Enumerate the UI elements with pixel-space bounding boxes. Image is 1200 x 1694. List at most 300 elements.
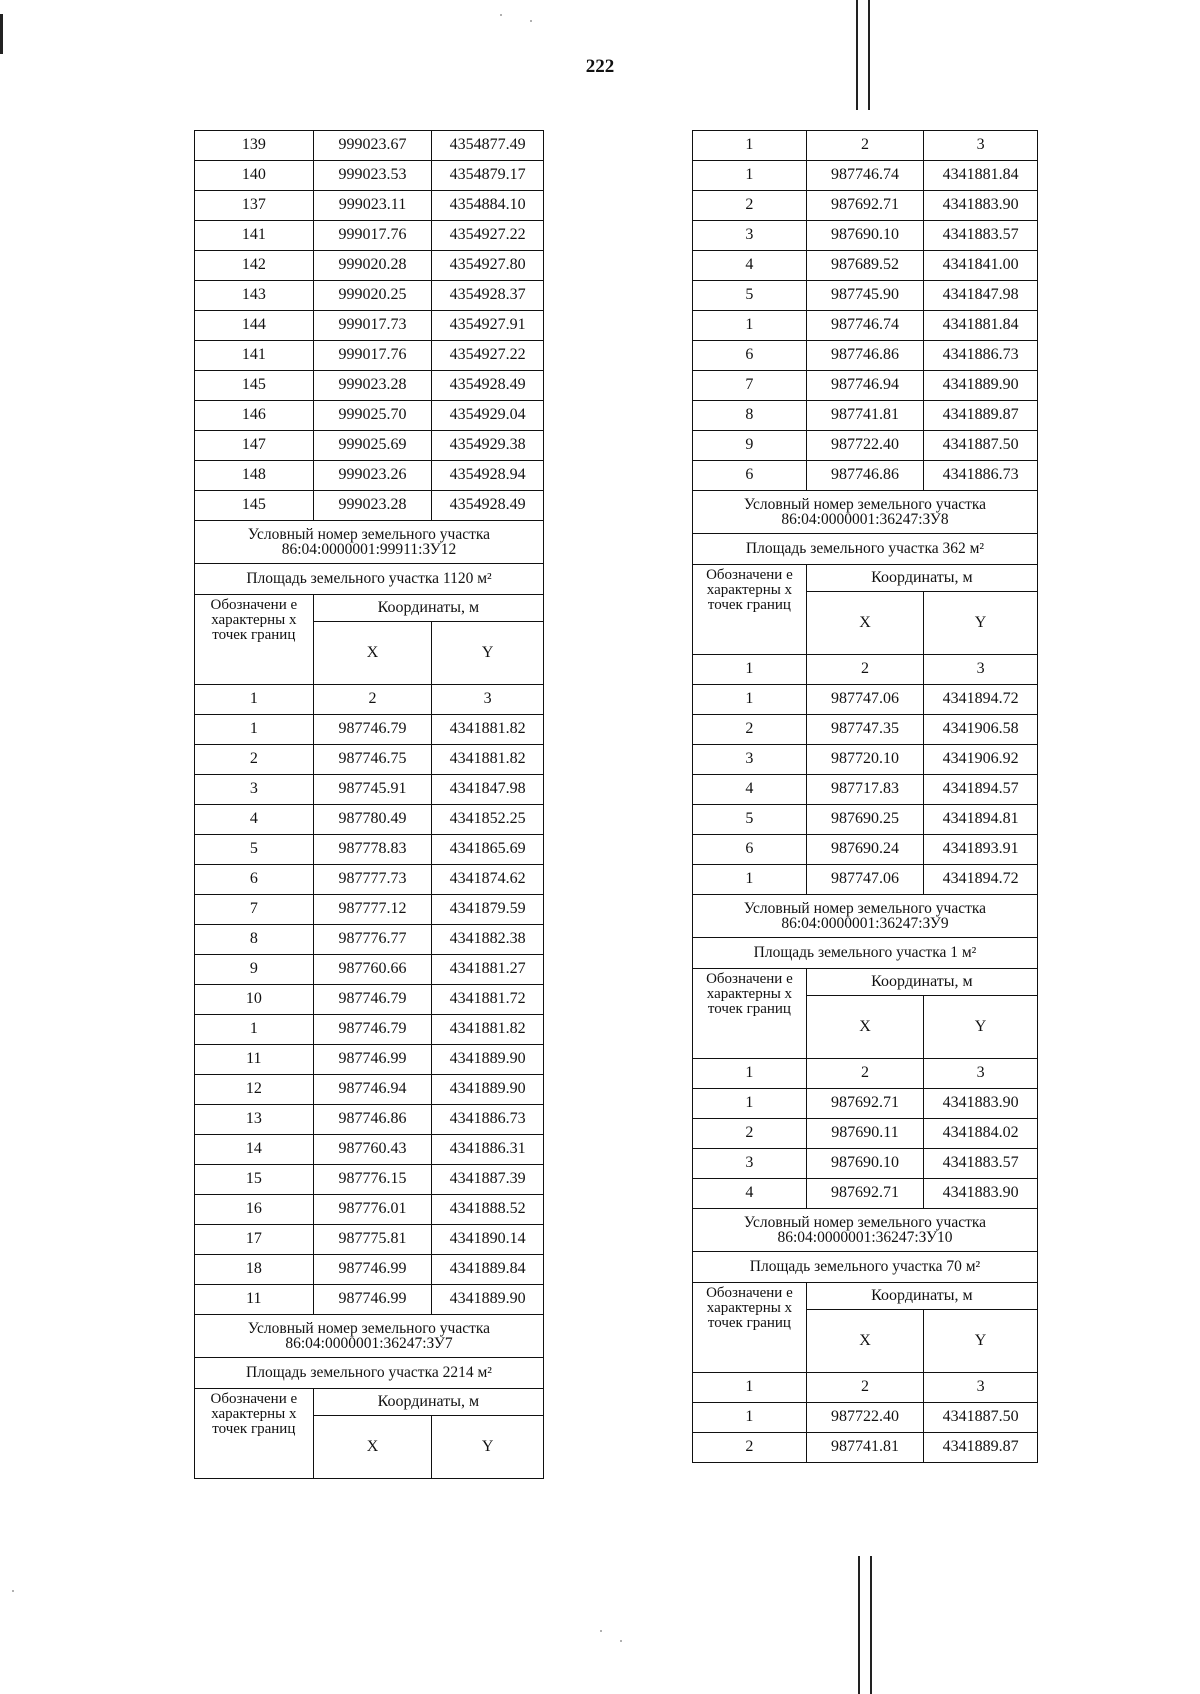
table-row (195, 895, 544, 925)
x-header-cell: X (313, 622, 432, 685)
table-row (693, 1373, 1038, 1403)
table-row (195, 371, 544, 401)
parcel-area-cell: Площадь земельного участка 70 м² (693, 1252, 1038, 1283)
y-coordinate-cell: 4341883.90 (924, 1179, 1038, 1209)
point-number-cell: 9 (693, 431, 807, 461)
table-row (195, 251, 544, 281)
parcel-area-row (693, 534, 1038, 565)
designation-header-cell: Обозначени е характерны х точек границ (693, 565, 807, 655)
point-number-cell: 10 (195, 985, 314, 1015)
x-coordinate-cell: 987777.12 (313, 895, 432, 925)
binding-line (858, 1556, 860, 1694)
x-coordinate-cell: 2 (313, 685, 432, 715)
x-coordinate-cell: 987776.77 (313, 925, 432, 955)
x-coordinate-cell: 987692.71 (806, 1089, 923, 1119)
y-coordinate-cell: 4341890.14 (432, 1225, 544, 1255)
parcel-area-row (195, 564, 544, 595)
y-coordinate-cell: 4341888.52 (432, 1195, 544, 1225)
x-coordinate-cell: 987760.66 (313, 955, 432, 985)
right-coordinates-table (692, 130, 1038, 1463)
x-coordinate-cell: 987746.86 (313, 1105, 432, 1135)
x-coordinate-cell: 987747.06 (806, 685, 923, 715)
x-coordinate-cell: 2 (806, 131, 923, 161)
scan-speck (12, 1590, 14, 1592)
point-number-cell: 17 (195, 1225, 314, 1255)
page-number: 222 (585, 56, 615, 77)
y-coordinate-cell: 4341886.73 (924, 341, 1038, 371)
y-coordinate-cell: 4354928.49 (432, 491, 544, 521)
y-coordinate-cell: 4341893.91 (924, 835, 1038, 865)
y-coordinate-cell: 4341889.90 (432, 1075, 544, 1105)
parcel-number-cell: Условный номер земельного участка 86:04:0000001:36247:ЗУ8 (693, 491, 1038, 534)
x-coordinate-cell: 987746.86 (806, 461, 923, 491)
y-coordinate-cell: 4341874.62 (432, 865, 544, 895)
x-coordinate-cell: 987760.43 (313, 1135, 432, 1165)
table-row (195, 161, 544, 191)
parcel-number-cell: Условный номер земельного участка 86:04:0000001:99911:ЗУ12 (195, 521, 544, 564)
y-coordinate-cell: 4341889.90 (432, 1285, 544, 1315)
y-coordinate-cell: 4341879.59 (432, 895, 544, 925)
x-coordinate-cell: 987692.71 (806, 1179, 923, 1209)
point-number-cell: 16 (195, 1195, 314, 1225)
x-coordinate-cell: 987690.25 (806, 805, 923, 835)
y-coordinate-cell: 4341906.92 (924, 745, 1038, 775)
table-row (693, 401, 1038, 431)
y-coordinate-cell: 4341881.27 (432, 955, 544, 985)
binding-line (868, 0, 870, 110)
table-row (195, 1135, 544, 1165)
x-coordinate-cell: 987746.99 (313, 1255, 432, 1285)
right-coordinates-column (692, 130, 1038, 1463)
y-header-cell: Y (924, 592, 1038, 655)
y-coordinate-cell: 4341887.39 (432, 1165, 544, 1195)
x-coordinate-cell: 999023.11 (313, 191, 432, 221)
point-number-cell: 1 (693, 1373, 807, 1403)
point-number-cell: 1 (693, 1089, 807, 1119)
point-number-cell: 8 (195, 925, 314, 955)
parcel-area-cell: Площадь земельного участка 1120 м² (195, 564, 544, 595)
point-number-cell: 141 (195, 341, 314, 371)
x-coordinate-cell: 987746.99 (313, 1045, 432, 1075)
x-coordinate-cell: 987690.24 (806, 835, 923, 865)
x-coordinate-cell: 987746.74 (806, 161, 923, 191)
parcel-area-row (693, 938, 1038, 969)
x-header-cell: X (806, 592, 923, 655)
point-number-cell: 3 (693, 1149, 807, 1179)
table-row (195, 835, 544, 865)
y-coordinate-cell: 4354929.38 (432, 431, 544, 461)
table-header-row (195, 1389, 544, 1416)
parcel-number-cell: Условный номер земельного участка 86:04:0000001:36247:ЗУ7 (195, 1315, 544, 1358)
y-coordinate-cell: 4341886.73 (924, 461, 1038, 491)
y-coordinate-cell: 4354877.49 (432, 131, 544, 161)
x-coordinate-cell: 987746.79 (313, 985, 432, 1015)
x-coordinate-cell: 987747.35 (806, 715, 923, 745)
y-header-cell: Y (432, 622, 544, 685)
point-number-cell: 1 (693, 865, 807, 895)
point-number-cell: 8 (693, 401, 807, 431)
table-row (693, 1179, 1038, 1209)
table-row (195, 461, 544, 491)
parcel-area-cell: Площадь земельного участка 362 м² (693, 534, 1038, 565)
y-coordinate-cell: 4354927.22 (432, 341, 544, 371)
coordinates-header-cell: Координаты, м (806, 565, 1037, 592)
y-coordinate-cell: 4341881.82 (432, 1015, 544, 1045)
y-coordinate-cell: 4341886.73 (432, 1105, 544, 1135)
point-number-cell: 7 (693, 371, 807, 401)
point-number-cell: 3 (693, 745, 807, 775)
point-number-cell: 143 (195, 281, 314, 311)
parcel-area-row (693, 1252, 1038, 1283)
table-row (195, 191, 544, 221)
table-row (693, 341, 1038, 371)
scan-speck (600, 1630, 602, 1632)
y-coordinate-cell: 4354928.37 (432, 281, 544, 311)
point-number-cell: 6 (693, 341, 807, 371)
point-number-cell: 1 (693, 311, 807, 341)
y-coordinate-cell: 4341887.50 (924, 431, 1038, 461)
parcel-area-cell: Площадь земельного участка 2214 м² (195, 1358, 544, 1389)
y-coordinate-cell: 4341847.98 (924, 281, 1038, 311)
x-coordinate-cell: 2 (806, 1373, 923, 1403)
y-coordinate-cell: 4341887.50 (924, 1403, 1038, 1433)
x-coordinate-cell: 999023.28 (313, 371, 432, 401)
table-header-row (195, 595, 544, 622)
table-row (693, 281, 1038, 311)
point-number-cell: 142 (195, 251, 314, 281)
point-number-cell: 7 (195, 895, 314, 925)
y-coordinate-cell: 4341852.25 (432, 805, 544, 835)
y-coordinate-cell: 4341906.58 (924, 715, 1038, 745)
point-number-cell: 5 (693, 805, 807, 835)
x-coordinate-cell: 987717.83 (806, 775, 923, 805)
y-coordinate-cell: 4341881.84 (924, 311, 1038, 341)
x-coordinate-cell: 999017.73 (313, 311, 432, 341)
y-coordinate-cell: 4341883.57 (924, 1149, 1038, 1179)
y-coordinate-cell: 4354927.80 (432, 251, 544, 281)
x-coordinate-cell: 987720.10 (806, 745, 923, 775)
parcel-number-cell: Условный номер земельного участка 86:04:0000001:36247:ЗУ9 (693, 895, 1038, 938)
table-row (195, 131, 544, 161)
y-coordinate-cell: 4341889.90 (432, 1045, 544, 1075)
table-row (195, 865, 544, 895)
point-number-cell: 18 (195, 1255, 314, 1285)
y-coordinate-cell: 3 (924, 131, 1038, 161)
table-row (195, 925, 544, 955)
x-coordinate-cell: 987746.86 (806, 341, 923, 371)
x-coordinate-cell: 987746.74 (806, 311, 923, 341)
scan-speck (620, 1640, 622, 1642)
parcel-area-cell: Площадь земельного участка 1 м² (693, 938, 1038, 969)
y-coordinate-cell: 4341881.72 (432, 985, 544, 1015)
binding-line (856, 0, 858, 110)
parcel-title-row (693, 895, 1038, 938)
x-coordinate-cell: 987778.83 (313, 835, 432, 865)
y-coordinate-cell: 4341881.82 (432, 745, 544, 775)
point-number-cell: 11 (195, 1285, 314, 1315)
x-coordinate-cell: 2 (806, 655, 923, 685)
point-number-cell: 1 (195, 1015, 314, 1045)
x-coordinate-cell: 987776.01 (313, 1195, 432, 1225)
table-row (195, 1195, 544, 1225)
y-coordinate-cell: 4341894.81 (924, 805, 1038, 835)
x-coordinate-cell: 999023.26 (313, 461, 432, 491)
x-coordinate-cell: 987746.79 (313, 715, 432, 745)
table-row (195, 311, 544, 341)
parcel-area-row (195, 1358, 544, 1389)
table-header-row (693, 969, 1038, 996)
point-number-cell: 145 (195, 491, 314, 521)
left-coordinates-column (194, 130, 544, 1479)
table-row (195, 221, 544, 251)
x-header-cell: X (806, 996, 923, 1059)
table-row (195, 491, 544, 521)
point-number-cell: 1 (195, 685, 314, 715)
table-row (693, 715, 1038, 745)
point-number-cell: 1 (693, 655, 807, 685)
point-number-cell: 1 (693, 161, 807, 191)
table-row (195, 341, 544, 371)
parcel-title-row (693, 491, 1038, 534)
point-number-cell: 2 (195, 745, 314, 775)
point-number-cell: 144 (195, 311, 314, 341)
y-coordinate-cell: 4354884.10 (432, 191, 544, 221)
designation-header-cell: Обозначени е характерны х точек границ (195, 1389, 314, 1479)
table-row (693, 1119, 1038, 1149)
y-coordinate-cell: 4341889.87 (924, 401, 1038, 431)
table-row (195, 1045, 544, 1075)
y-coordinate-cell: 3 (924, 1059, 1038, 1089)
coordinates-header-cell: Координаты, м (806, 1283, 1037, 1310)
designation-header-cell: Обозначени е характерны х точек границ (195, 595, 314, 685)
x-coordinate-cell: 987746.79 (313, 1015, 432, 1045)
y-coordinate-cell: 4341894.72 (924, 685, 1038, 715)
table-row (693, 1433, 1038, 1463)
point-number-cell: 4 (693, 775, 807, 805)
point-number-cell: 1 (195, 715, 314, 745)
y-coordinate-cell: 4341883.90 (924, 1089, 1038, 1119)
x-coordinate-cell: 987746.75 (313, 745, 432, 775)
table-row (693, 685, 1038, 715)
table-row (195, 805, 544, 835)
table-row (195, 1015, 544, 1045)
point-number-cell: 6 (693, 835, 807, 865)
point-number-cell: 2 (693, 715, 807, 745)
table-row (693, 835, 1038, 865)
point-number-cell: 5 (693, 281, 807, 311)
table-row (693, 221, 1038, 251)
x-coordinate-cell: 999023.28 (313, 491, 432, 521)
parcel-number-cell: Условный номер земельного участка 86:04:0000001:36247:ЗУ10 (693, 1209, 1038, 1252)
table-row (693, 1403, 1038, 1433)
point-number-cell: 141 (195, 221, 314, 251)
x-coordinate-cell: 987747.06 (806, 865, 923, 895)
y-coordinate-cell: 4354927.91 (432, 311, 544, 341)
table-row (693, 131, 1038, 161)
x-coordinate-cell: 987745.91 (313, 775, 432, 805)
x-coordinate-cell: 999023.67 (313, 131, 432, 161)
x-coordinate-cell: 999017.76 (313, 341, 432, 371)
table-row (195, 715, 544, 745)
point-number-cell: 12 (195, 1075, 314, 1105)
y-coordinate-cell: 4354928.94 (432, 461, 544, 491)
x-coordinate-cell: 987690.11 (806, 1119, 923, 1149)
y-header-cell: Y (432, 1416, 544, 1479)
table-row (693, 371, 1038, 401)
point-number-cell: 4 (693, 1179, 807, 1209)
x-coordinate-cell: 987777.73 (313, 865, 432, 895)
y-coordinate-cell: 4354927.22 (432, 221, 544, 251)
y-coordinate-cell: 4341889.84 (432, 1255, 544, 1285)
table-row (195, 281, 544, 311)
point-number-cell: 13 (195, 1105, 314, 1135)
x-coordinate-cell: 987745.90 (806, 281, 923, 311)
y-coordinate-cell: 4341894.72 (924, 865, 1038, 895)
y-coordinate-cell: 3 (432, 685, 544, 715)
point-number-cell: 1 (693, 1403, 807, 1433)
x-coordinate-cell: 999020.28 (313, 251, 432, 281)
table-row (195, 431, 544, 461)
x-coordinate-cell: 987746.94 (313, 1075, 432, 1105)
table-row (693, 1059, 1038, 1089)
y-coordinate-cell: 4341889.90 (924, 371, 1038, 401)
x-coordinate-cell: 999020.25 (313, 281, 432, 311)
x-coordinate-cell: 987775.81 (313, 1225, 432, 1255)
table-row (195, 985, 544, 1015)
x-coordinate-cell: 987746.99 (313, 1285, 432, 1315)
table-row (693, 161, 1038, 191)
point-number-cell: 11 (195, 1045, 314, 1075)
x-coordinate-cell: 987690.10 (806, 1149, 923, 1179)
table-row (693, 865, 1038, 895)
table-row (195, 1255, 544, 1285)
point-number-cell: 139 (195, 131, 314, 161)
table-row (693, 805, 1038, 835)
designation-header-cell: Обозначени е характерны х точек границ (693, 969, 807, 1059)
table-header-row (693, 565, 1038, 592)
y-coordinate-cell: 4341881.82 (432, 715, 544, 745)
table-row (693, 311, 1038, 341)
point-number-cell: 15 (195, 1165, 314, 1195)
x-coordinate-cell: 999017.76 (313, 221, 432, 251)
y-header-cell: Y (924, 1310, 1038, 1373)
coordinates-header-cell: Координаты, м (313, 595, 543, 622)
binding-line (870, 1556, 872, 1694)
point-number-cell: 6 (195, 865, 314, 895)
table-row (195, 745, 544, 775)
coordinates-header-cell: Координаты, м (806, 969, 1037, 996)
y-coordinate-cell: 4341882.38 (432, 925, 544, 955)
x-coordinate-cell: 987689.52 (806, 251, 923, 281)
point-number-cell: 148 (195, 461, 314, 491)
table-row (693, 1149, 1038, 1179)
y-coordinate-cell: 4341881.84 (924, 161, 1038, 191)
table-row (693, 461, 1038, 491)
y-coordinate-cell: 4341884.02 (924, 1119, 1038, 1149)
x-coordinate-cell: 987776.15 (313, 1165, 432, 1195)
point-number-cell: 145 (195, 371, 314, 401)
y-coordinate-cell: 4354929.04 (432, 401, 544, 431)
table-row (693, 1089, 1038, 1119)
table-row (195, 775, 544, 805)
y-coordinate-cell: 4341883.90 (924, 191, 1038, 221)
point-number-cell: 1 (693, 131, 807, 161)
point-number-cell: 4 (693, 251, 807, 281)
table-row (195, 955, 544, 985)
table-row (195, 1075, 544, 1105)
point-number-cell: 9 (195, 955, 314, 985)
left-coordinates-table (194, 130, 544, 1479)
x-coordinate-cell: 999025.70 (313, 401, 432, 431)
point-number-cell: 3 (195, 775, 314, 805)
designation-header-cell: Обозначени е характерны х точек границ (693, 1283, 807, 1373)
x-coordinate-cell: 987722.40 (806, 431, 923, 461)
x-header-cell: X (313, 1416, 432, 1479)
x-coordinate-cell: 987780.49 (313, 805, 432, 835)
point-number-cell: 1 (693, 685, 807, 715)
x-coordinate-cell: 999023.53 (313, 161, 432, 191)
y-coordinate-cell: 4341889.87 (924, 1433, 1038, 1463)
x-coordinate-cell: 987741.81 (806, 401, 923, 431)
point-number-cell: 4 (195, 805, 314, 835)
point-number-cell: 3 (693, 221, 807, 251)
y-coordinate-cell: 3 (924, 1373, 1038, 1403)
y-coordinate-cell: 4354879.17 (432, 161, 544, 191)
table-row (693, 745, 1038, 775)
point-number-cell: 140 (195, 161, 314, 191)
point-number-cell: 6 (693, 461, 807, 491)
point-number-cell: 14 (195, 1135, 314, 1165)
x-coordinate-cell: 987746.94 (806, 371, 923, 401)
y-coordinate-cell: 4341865.69 (432, 835, 544, 865)
x-coordinate-cell: 987692.71 (806, 191, 923, 221)
point-number-cell: 2 (693, 191, 807, 221)
y-coordinate-cell: 4341841.00 (924, 251, 1038, 281)
table-row (195, 1225, 544, 1255)
x-coordinate-cell: 987722.40 (806, 1403, 923, 1433)
scan-edge-mark (0, 14, 3, 54)
point-number-cell: 1 (693, 1059, 807, 1089)
y-coordinate-cell: 4341886.31 (432, 1135, 544, 1165)
point-number-cell: 5 (195, 835, 314, 865)
table-row (693, 431, 1038, 461)
table-row (693, 655, 1038, 685)
parcel-title-row (195, 1315, 544, 1358)
y-coordinate-cell: 4341883.57 (924, 221, 1038, 251)
x-coordinate-cell: 987741.81 (806, 1433, 923, 1463)
table-row (693, 191, 1038, 221)
point-number-cell: 146 (195, 401, 314, 431)
table-row (195, 1285, 544, 1315)
point-number-cell: 2 (693, 1433, 807, 1463)
y-coordinate-cell: 3 (924, 655, 1038, 685)
point-number-cell: 147 (195, 431, 314, 461)
parcel-title-row (693, 1209, 1038, 1252)
y-header-cell: Y (924, 996, 1038, 1059)
table-row (195, 1165, 544, 1195)
scan-speck (530, 20, 532, 22)
x-coordinate-cell: 999025.69 (313, 431, 432, 461)
table-row (693, 251, 1038, 281)
table-header-row (693, 1283, 1038, 1310)
x-coordinate-cell: 987690.10 (806, 221, 923, 251)
parcel-title-row (195, 521, 544, 564)
x-coordinate-cell: 2 (806, 1059, 923, 1089)
y-coordinate-cell: 4354928.49 (432, 371, 544, 401)
table-row (195, 685, 544, 715)
table-row (195, 1105, 544, 1135)
point-number-cell: 137 (195, 191, 314, 221)
